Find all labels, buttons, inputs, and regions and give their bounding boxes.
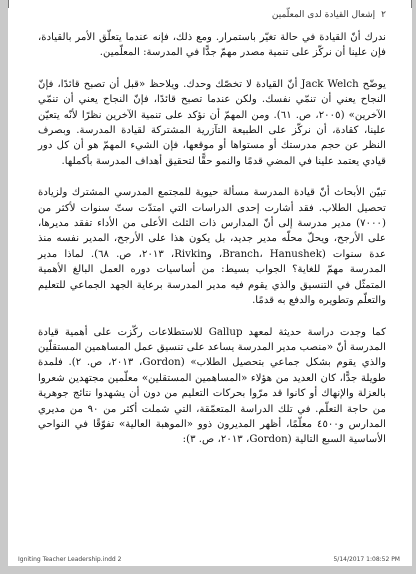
crop-mark: [8, 0, 9, 8]
paragraph: يوضّح Jack Welch أنّ القيادة لا تخصّك وحدك. ويلاحظ «قبل أن تصبح قائدًا، فإنّ النجاح يعني أن تنمّي نفسك. ولكن عندما تصبح قائدًا، فإنّ النجاح يعني أن تنمّي الآخرين» (٢٠٠٥، ص. ٦١). ومن المهمّ أن نؤكد على تنمية الآخرين نظرًا لأنّه يتعيّن علينا، كقادة، أن نركّز على الطبيعة التآزرية المشتركة لقيادة المدرسة. وبصرف النظر عن حجم مدرستك أو مستواها أو موقعها، فإن الشيء المهمّ هو أن كل دور قيادي يعتمد علينا في المضي قدمًا والنمو حقًّا لتحقيق أهداف المدرسة بأكملها.: [38, 78, 387, 167]
running-header: [272, 10, 386, 20]
crop-mark: [411, 0, 412, 8]
print-slug: [8, 554, 412, 566]
paragraph: ندرك أنّ القيادة في حالة تغيّر باستمرار. ومع ذلك، فإنه عندما يتعلّق الأمر بالقيادة، فإن علينا أن نركّز على تنمية مصدر مهمّ جدًّا في المدرسة: المعلّمين.: [38, 32, 386, 59]
body-text: [38, 30, 386, 448]
page-number: ٢: [381, 10, 386, 20]
file-label: Igniting Teacher Leadership.indd 2: [18, 556, 122, 563]
paragraph: كما وجدت دراسة حديثة لمعهد Gallup للاستطلاعات ركّزت على أهمية قيادة المدرسة أنّ «منصب مدير المدرسة يساعد على تنسيق عمل المساهمين المستقلّين والذي يقوم بشكل جماعي بتحصيل الطلاب» (Gordon، ٢٠١٣، ص. ٢). فلمدة طويلة جدًّا، كان العديد من هؤلاء «المساهمين المستقلين» معلّمين مجتهدين شعروا بالعزلة والإنهاك أو كانوا قد مرّوا بحركات التعليم من دون أن يشهدوا نتائج جوهرية من حاجة التعلّم. في تلك الدراسة المتعمّقة، التي شملت أكثر من ٩٠ من مديري المدارس و٤٥٠٠ معلّمًا، أظهر المديرون ذوو «الموهبة العالية» تفوّقًا في النواحي الأساسية السبع التالية (Gordon، ٢٠١٣، ص. ٣):: [38, 326, 386, 446]
print-timestamp: 5/14/2017 1:08:52 PM: [333, 556, 400, 563]
running-title: إشعال القيادة لدى المعلّمين: [271, 10, 376, 20]
document-page: [8, 0, 412, 566]
paragraph: تبيّن الأبحاث أنّ قيادة المدرسة مسألة حيوية للمجتمع المدرسي المشترك ولزيادة تحصيل الطلاب. فقد أشارت إحدى الدراسات التي امتدّت ستّ سنوات لأكثر من (٧٠٠٠) مدير مدرسة إلى أنّ المدارس ذات الثلث الأعلى من الأداء تفقد مديرها، على الأرجح، ويحلّ محلّه مدير جديد، بل يكون هذا على الأرجح، المدير نفسه منذ عدة سنوات (Branch، Hanushek، وRivkin، ٢٠١٣، ص. ٦٨). لماذا مدير المدرسة مهمّ للغاية؟ الجواب بسيط: من أساسيات دوره العمل البالغ الأهمية المتمثّل في التنسيق والذي يقوم فيه مدير المدرسة برعاية الجهد الجماعي للتعليم والتعلّم وتطويره والدفع به قدمًا.: [38, 187, 387, 307]
